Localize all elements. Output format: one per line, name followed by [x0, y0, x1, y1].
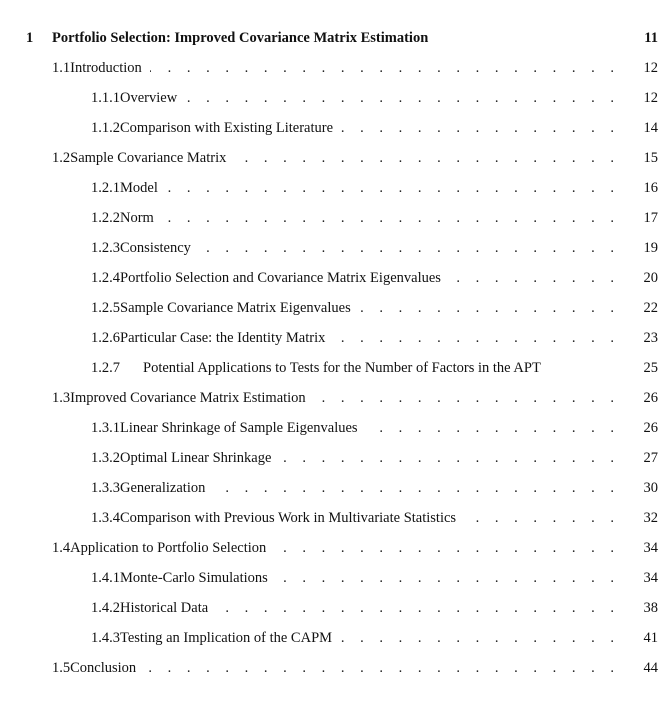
subsection-number: 1.4.3 — [91, 630, 120, 646]
section-title: Introduction — [70, 60, 142, 76]
section-number: 1.2 — [52, 150, 71, 166]
section-title: Conclusion — [70, 660, 137, 676]
toc-subsection-row[interactable] — [0, 360, 658, 382]
subsection-number: 1.2.1 — [91, 180, 120, 196]
subsection-page: 41 — [643, 630, 658, 646]
subsection-number: 1.2.4 — [91, 270, 120, 286]
toc-section-row[interactable] — [0, 60, 658, 82]
dot-leader — [166, 180, 620, 197]
toc-section-row[interactable] — [0, 390, 658, 412]
subsection-page: 26 — [643, 420, 658, 436]
toc-subsection-row[interactable] — [0, 570, 658, 592]
subsection-page: 38 — [643, 600, 658, 616]
section-number: 1.4 — [52, 540, 71, 556]
subsection-title: Overview — [120, 90, 178, 106]
toc-section-row[interactable] — [0, 660, 658, 682]
section-number: 1.3 — [52, 390, 71, 406]
subsection-title: Testing an Implication of the CAPM — [120, 630, 333, 646]
dot-leader — [213, 480, 620, 497]
subsection-title: Potential Applications to Tests for the Number of Factors in the APT — [143, 360, 541, 376]
subsection-page: 14 — [643, 120, 658, 136]
subsection-title: Consistency — [120, 240, 191, 256]
subsection-number: 1.2.7 — [91, 360, 120, 376]
toc-subsection-row[interactable] — [0, 450, 658, 472]
section-title: Improved Covariance Matrix Estimation — [70, 390, 306, 406]
toc-subsection-row[interactable] — [0, 120, 658, 142]
toc-section-row[interactable] — [0, 540, 658, 562]
section-page: 15 — [643, 150, 658, 166]
subsection-page: 20 — [643, 270, 658, 286]
dot-leader — [199, 240, 620, 257]
subsection-title: Optimal Linear Shrinkage — [120, 450, 272, 466]
section-number: 1.5 — [52, 660, 71, 676]
toc-subsection-row[interactable] — [0, 600, 658, 622]
subsection-title: Historical Data — [120, 600, 209, 616]
subsection-number: 1.1.1 — [91, 90, 120, 106]
section-page: 44 — [643, 660, 658, 676]
dot-leader — [276, 570, 620, 587]
toc-subsection-row[interactable] — [0, 240, 658, 262]
subsection-page: 17 — [643, 210, 658, 226]
dot-leader — [464, 510, 620, 527]
toc-chapter-row[interactable] — [0, 30, 658, 52]
subsection-number: 1.3.3 — [91, 480, 120, 496]
subsection-title: Norm — [120, 210, 154, 226]
toc-subsection-row[interactable] — [0, 420, 658, 442]
subsection-page: 27 — [643, 450, 658, 466]
toc-subsection-row[interactable] — [0, 270, 658, 292]
subsection-number: 1.3.4 — [91, 510, 120, 526]
dot-leader — [314, 390, 620, 407]
dot-leader — [274, 540, 620, 557]
dot-leader — [333, 330, 620, 347]
subsection-number: 1.2.6 — [91, 330, 120, 346]
subsection-page: 12 — [643, 90, 658, 106]
subsection-page: 32 — [643, 510, 658, 526]
dot-leader — [359, 300, 620, 317]
dot-leader — [341, 120, 620, 137]
toc-subsection-row[interactable] — [0, 630, 658, 652]
subsection-title: Comparison with Previous Work in Multivariate Statistics — [120, 510, 457, 526]
subsection-title: Sample Covariance Matrix Eigenvalues — [120, 300, 351, 316]
toc-subsection-row[interactable] — [0, 480, 658, 502]
subsection-number: 1.2.5 — [91, 300, 120, 316]
chapter-number: 1 — [26, 30, 34, 46]
dot-leader — [144, 660, 620, 677]
subsection-title: Generalization — [120, 480, 206, 496]
section-title: Application to Portfolio Selection — [70, 540, 267, 556]
chapter-page: 11 — [644, 30, 658, 46]
section-page: 26 — [643, 390, 658, 406]
subsection-page: 23 — [643, 330, 658, 346]
dot-leader — [185, 90, 620, 107]
section-page: 12 — [643, 60, 658, 76]
toc-subsection-row[interactable] — [0, 300, 658, 322]
subsection-number: 1.2.2 — [91, 210, 120, 226]
subsection-title: Particular Case: the Identity Matrix — [120, 330, 326, 346]
subsection-page: 25 — [643, 360, 658, 376]
toc-section-row[interactable] — [0, 150, 658, 172]
chapter-title: Portfolio Selection: Improved Covariance Matrix Estimation — [52, 30, 429, 46]
subsection-page: 16 — [643, 180, 658, 196]
subsection-number: 1.3.2 — [91, 450, 120, 466]
dot-leader — [279, 450, 620, 467]
subsection-number: 1.1.2 — [91, 120, 120, 136]
subsection-page: 30 — [643, 480, 658, 496]
toc-subsection-row[interactable] — [0, 510, 658, 532]
toc-subsection-row[interactable] — [0, 180, 658, 202]
subsection-title: Model — [120, 180, 158, 196]
subsection-page: 22 — [643, 300, 658, 316]
subsection-number: 1.4.2 — [91, 600, 120, 616]
subsection-number: 1.4.1 — [91, 570, 120, 586]
dot-leader — [366, 420, 620, 437]
subsection-number: 1.2.3 — [91, 240, 120, 256]
dot-leader — [340, 630, 620, 647]
dot-leader — [234, 150, 620, 167]
section-page: 34 — [643, 540, 658, 556]
dot-leader — [162, 210, 620, 227]
dot-leader — [216, 600, 620, 617]
section-number: 1.1 — [52, 60, 71, 76]
toc-subsection-row[interactable] — [0, 90, 658, 112]
dot-leader — [150, 60, 620, 77]
subsection-title: Comparison with Existing Literature — [120, 120, 334, 136]
subsection-number: 1.3.1 — [91, 420, 120, 436]
toc-subsection-row[interactable] — [0, 330, 658, 352]
subsection-title: Portfolio Selection and Covariance Matrix Eigenvalues — [120, 270, 441, 286]
subsection-title: Linear Shrinkage of Sample Eigenvalues — [120, 420, 358, 436]
subsection-title: Monte-Carlo Simulations — [120, 570, 268, 586]
toc-subsection-row[interactable] — [0, 210, 658, 232]
subsection-page: 34 — [643, 570, 658, 586]
dot-leader — [449, 270, 620, 287]
section-title: Sample Covariance Matrix — [70, 150, 227, 166]
subsection-page: 19 — [643, 240, 658, 256]
